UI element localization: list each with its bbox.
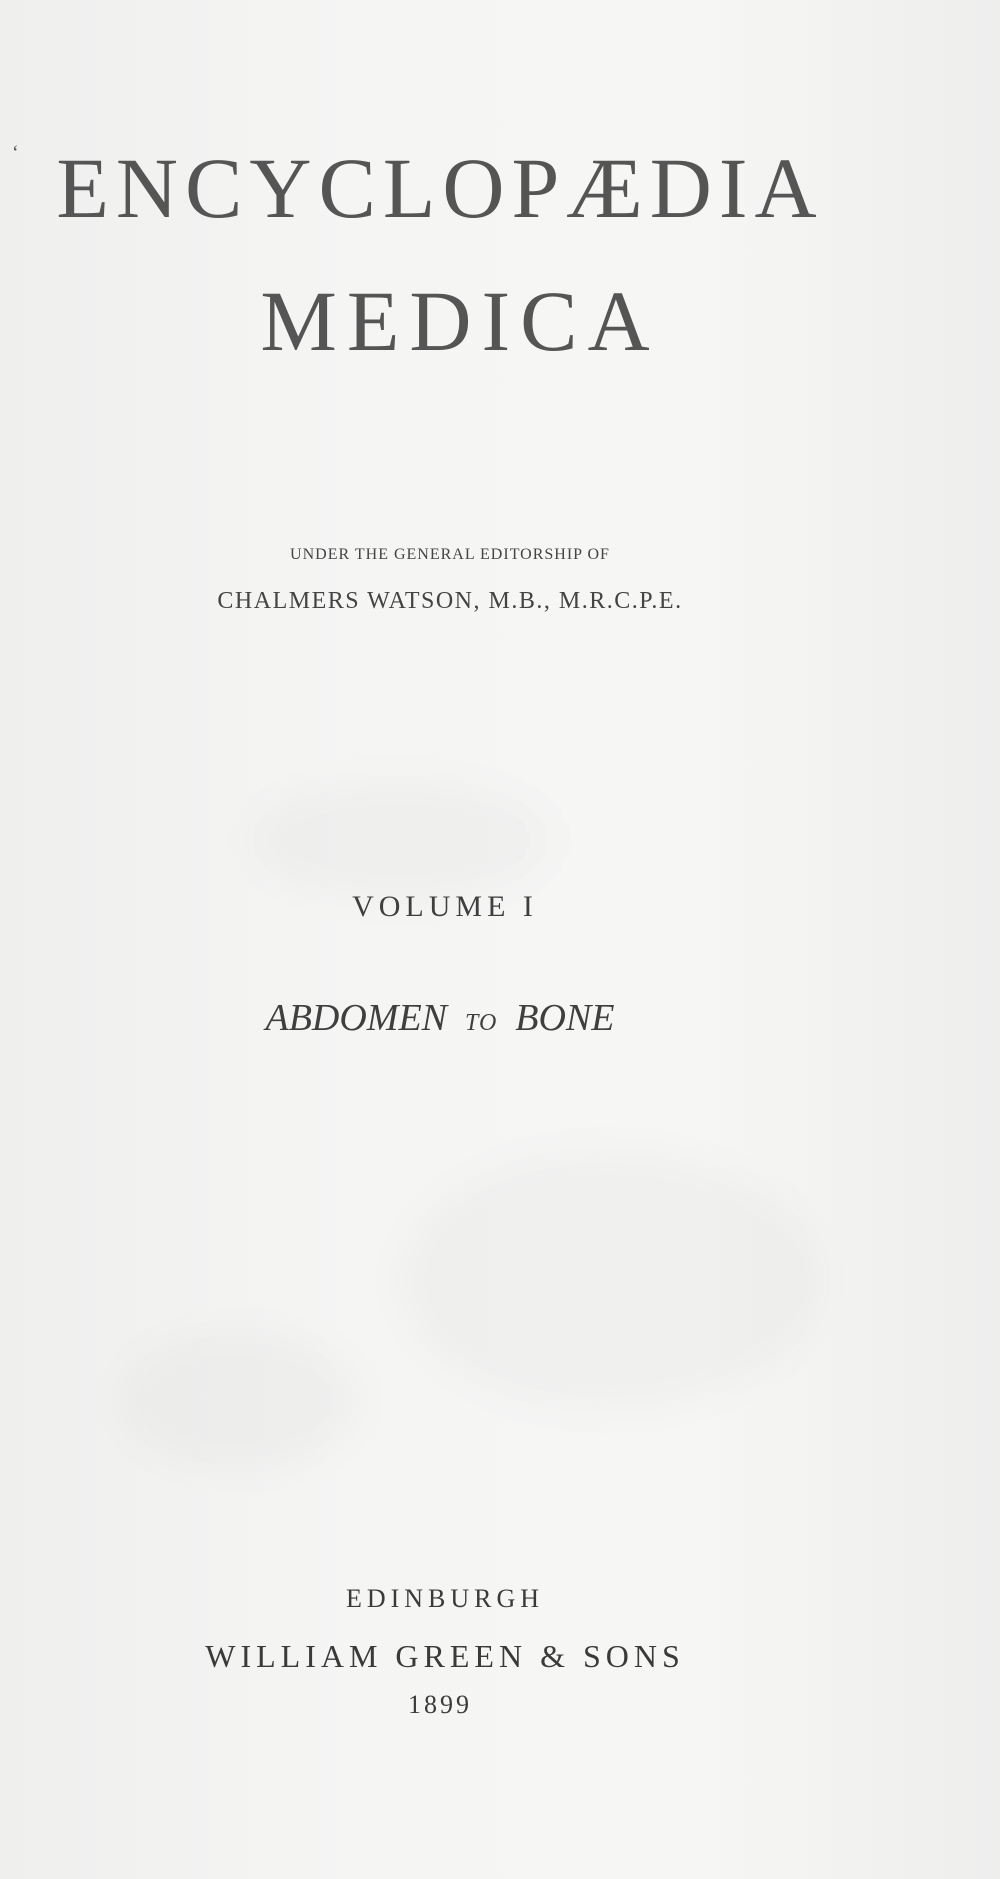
book-title-line-1: ENCYCLOPÆDIA — [56, 140, 824, 236]
paper-stain — [250, 780, 550, 900]
editorship-label: UNDER THE GENERAL EDITORSHIP OF — [290, 546, 610, 563]
book-title-line-2: MEDICA — [260, 273, 660, 369]
imprint-year: 1899 — [408, 1690, 472, 1719]
imprint-city: EDINBURGH — [345, 1584, 545, 1613]
subject-connector: TO — [465, 1010, 498, 1036]
paper-stain — [120, 1330, 360, 1470]
volume-number: VOLUME I — [352, 890, 538, 923]
printer-mark: ‘ — [12, 142, 19, 164]
subject-end: BONE — [515, 997, 615, 1039]
editor-name: CHALMERS WATSON, M.B., M.R.C.P.E. — [217, 588, 683, 614]
subject-start: ABDOMEN — [265, 997, 448, 1039]
imprint-publisher: WILLIAM GREEN & SONS — [205, 1638, 685, 1674]
paper-stain — [400, 1150, 820, 1410]
volume-subject-range — [0, 996, 880, 1040]
